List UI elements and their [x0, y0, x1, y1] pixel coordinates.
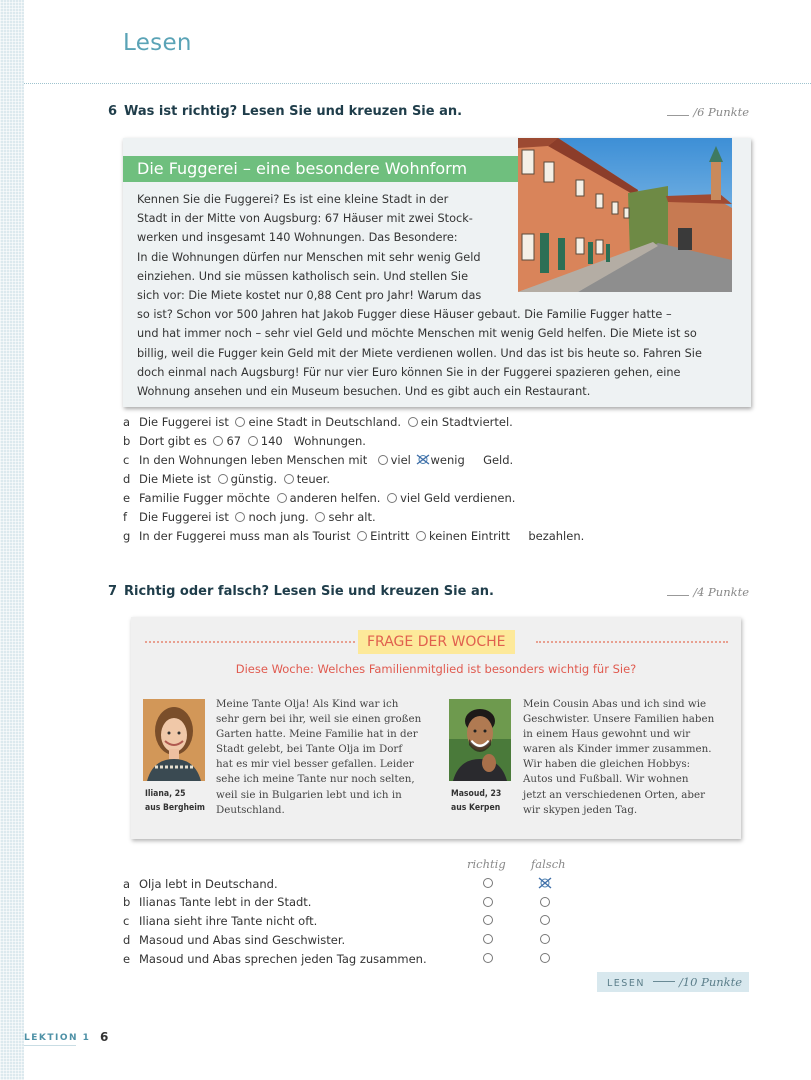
- option-label: 140: [260, 434, 283, 448]
- caption-name: Masoud, 23: [451, 789, 502, 799]
- task6-item: [123, 510, 376, 524]
- option-label: ein Stadtviertel.: [420, 415, 513, 429]
- statement-row: [123, 914, 317, 928]
- quote-line: in einem Haus gewohnt und wir: [523, 728, 691, 741]
- task6-item: [123, 491, 515, 505]
- article-line: werken und insgesamt 140 Wohnungen. Das Besondere:: [137, 231, 458, 245]
- masoud-portrait: [449, 699, 511, 781]
- falsch-checkbox[interactable]: [540, 915, 550, 925]
- footer-divider: [24, 1045, 76, 1046]
- richtig-checkbox[interactable]: [483, 934, 493, 944]
- article-line: Stadt in der Mitte von Augsburg: 67 Häuser mit zwei Stock-: [137, 212, 473, 226]
- checkbox-circle[interactable]: [315, 512, 325, 522]
- falsch-checkbox[interactable]: [540, 897, 550, 907]
- option-label: noch jung.: [248, 510, 309, 524]
- frage-der-woche-card: [131, 617, 741, 839]
- item-tail: bezahlen.: [528, 529, 585, 543]
- item-tail: Wohnungen.: [293, 434, 366, 448]
- article-line: sich vor: Die Miete kostet nur 0,88 Cent pro Jahr! Warum das: [137, 289, 482, 303]
- richtig-checkbox[interactable]: [483, 953, 493, 963]
- item-stem: In den Wohnungen leben Menschen mit: [139, 453, 368, 467]
- article-line: Kennen Sie die Fuggerei? Es ist eine kleine Stadt in der: [137, 193, 449, 206]
- item-stem: Dort gibt es: [139, 434, 207, 448]
- article-line: billig, weil die Fugger kein Geld mit der Miete verdienen wollen. Und das ist bis heute so. Fahren Sie: [137, 346, 702, 360]
- checkbox-circle[interactable]: [284, 474, 294, 484]
- task6-heading: [108, 104, 462, 119]
- option-label: wenig: [430, 453, 465, 467]
- checkbox-circle[interactable]: [357, 531, 367, 541]
- option-label: teuer.: [296, 472, 331, 486]
- task6-item: [123, 415, 513, 429]
- statement-letter: c: [123, 914, 130, 928]
- card-question: Diese Woche: Welches Familienmitglied ist besonders wichtig für Sie?: [235, 662, 637, 676]
- summary-points: /10 Punkte: [678, 975, 743, 989]
- option-label: Eintritt: [370, 529, 410, 543]
- task7-points: [667, 585, 749, 599]
- task6-item: [123, 453, 513, 467]
- article-line: In die Wohnungen dürfen nur Menschen mit sehr wenig Geld: [137, 250, 481, 264]
- option-label: viel Geld verdienen.: [400, 491, 516, 505]
- quote-line: sehe ich meine Tante nur noch selten,: [216, 773, 415, 786]
- statement-row: [123, 895, 311, 909]
- checkbox-circle[interactable]: [235, 417, 245, 427]
- task6-item: [123, 529, 584, 543]
- checkbox-circle[interactable]: [387, 493, 397, 503]
- statement-letter: b: [123, 895, 131, 909]
- summary-label: LESEN: [607, 978, 645, 989]
- column-falsch: falsch: [531, 857, 566, 871]
- item-letter: f: [123, 510, 128, 524]
- article-body: [137, 190, 737, 401]
- task6-points: [667, 105, 749, 119]
- option-label: günstig.: [230, 472, 278, 486]
- option-label: keinen Eintritt: [429, 529, 511, 543]
- quote-line: Autos und Fußball. Wir wohnen: [523, 773, 689, 786]
- quote-line: Stadt gelebt, bei Tante Olja im Dorf: [216, 743, 403, 756]
- richtig-checkbox[interactable]: [483, 915, 493, 925]
- checkbox-circle[interactable]: [416, 531, 426, 541]
- iliana-portrait: [143, 699, 205, 781]
- task6-item: [123, 434, 366, 448]
- quote-line: wir skypen jeden Tag.: [523, 803, 638, 816]
- article-line: und hat immer noch – sehr viel Geld und möchte Menschen mit wenig Geld helfen. Die Miete ist so: [137, 327, 697, 341]
- item-stem: Die Fuggerei ist: [139, 510, 229, 524]
- quote-line: Deutschland.: [216, 803, 285, 816]
- quote-line: jetzt an verschiedenen Orten, aber: [523, 788, 706, 801]
- statement-row: [123, 952, 427, 966]
- quote-line: waren als Kinder immer zusammen.: [523, 743, 712, 756]
- checkbox-circle[interactable]: [235, 512, 245, 522]
- option-label: 67: [226, 434, 242, 448]
- section-title: Lesen: [123, 30, 192, 56]
- iliana-caption: [145, 787, 205, 815]
- falsch-checkbox[interactable]: [540, 934, 550, 944]
- task6-instruction: Was ist richtig? Lesen Sie und kreuzen Sie an.: [124, 104, 463, 119]
- statement-text: Olja lebt in Deutschand.: [139, 877, 278, 891]
- item-tail: Geld.: [483, 453, 514, 467]
- quote-line: Geschwister. Unsere Familien haben: [523, 713, 715, 726]
- iliana-quote: [216, 697, 441, 818]
- item-letter: g: [123, 529, 131, 543]
- checked-cross-icon[interactable]: [538, 877, 552, 889]
- article-line: einziehen. Und sie müssen katholisch sein. Und stellen Sie: [137, 269, 469, 283]
- quote-line: sehr gern bei ihr, weil sie einen großen: [216, 713, 422, 726]
- statement-row: [123, 877, 278, 891]
- column-richtig: richtig: [467, 857, 506, 871]
- item-stem: Die Miete ist: [139, 472, 211, 486]
- statement-text: Ilianas Tante lebt in der Stadt.: [139, 895, 312, 909]
- masoud-quote: [523, 697, 748, 818]
- task6-points-blank[interactable]: [667, 115, 689, 116]
- article-title: Die Fuggerei – eine besondere Wohnform: [123, 156, 518, 182]
- item-stem: Familie Fugger möchte: [139, 491, 270, 505]
- item-letter: a: [123, 415, 131, 429]
- caption-origin: aus Kerpen: [451, 803, 501, 813]
- item-letter: e: [123, 491, 131, 505]
- caption-name: Iliana, 25: [145, 789, 186, 799]
- article-box: [123, 138, 751, 407]
- page-number: 6: [100, 1030, 109, 1044]
- item-stem: Die Fuggerei ist: [139, 415, 229, 429]
- option-label: anderen helfen.: [289, 491, 381, 505]
- task6-number: 6: [108, 104, 118, 119]
- dotted-line-left: [145, 641, 355, 643]
- falsch-checkbox[interactable]: [540, 953, 550, 963]
- richtig-checkbox[interactable]: [483, 897, 493, 907]
- checkbox-circle[interactable]: [218, 474, 228, 484]
- quote-line: hat es mir viel besser gefallen. Leider: [216, 758, 414, 771]
- article-line: so ist? Schon vor 500 Jahren hat Jakob Fugger diese Häuser gebaut. Die Familie Fugger hatte –: [137, 308, 672, 322]
- option-label: sehr alt.: [328, 510, 376, 524]
- quote-line: Garten hatte. Meine Familie hat in der: [216, 728, 418, 741]
- article-line: doch einmal nach Augsburg! Für nur vier Euro können Sie in der Fuggerei spazieren gehen, eine: [137, 365, 681, 379]
- top-divider: [24, 83, 811, 84]
- checkbox-circle[interactable]: [408, 417, 418, 427]
- item-letter: b: [123, 434, 131, 448]
- card-label: FRAGE DER WOCHE: [358, 630, 515, 654]
- item-stem: In der Fuggerei muss man als Tourist: [139, 529, 351, 543]
- caption-origin: aus Bergheim: [145, 803, 205, 813]
- statement-text: Masoud und Abas sprechen jeden Tag zusammen.: [139, 952, 427, 966]
- masoud-caption: [451, 787, 501, 815]
- task7-points-blank[interactable]: [667, 595, 689, 596]
- statement-letter: a: [123, 877, 131, 891]
- task6-item: [123, 472, 330, 486]
- checkbox-circle[interactable]: [213, 436, 223, 446]
- statement-letter: e: [123, 952, 131, 966]
- item-letter: d: [123, 472, 131, 486]
- richtig-checkbox[interactable]: [483, 878, 493, 888]
- checked-cross-icon[interactable]: [416, 454, 430, 465]
- statement-text: Masoud und Abas sind Geschwister.: [139, 933, 346, 947]
- statement-row: [123, 933, 345, 947]
- summary-points-blank[interactable]: [653, 981, 675, 982]
- statement-letter: d: [123, 933, 131, 947]
- quote-line: Wir haben die gleichen Hobbys:: [523, 758, 691, 771]
- article-line: Wohnung ansehen und ein Museum besuchen. Und es gibt auch ein Restaurant.: [137, 385, 591, 399]
- side-strip: [0, 0, 24, 1080]
- task7-heading: [108, 584, 494, 599]
- quote-line: Mein Cousin Abas und ich sind wie: [523, 698, 707, 710]
- option-label: eine Stadt in Deutschland.: [248, 415, 402, 429]
- statement-text: Iliana sieht ihre Tante nicht oft.: [139, 914, 318, 928]
- checkbox-circle[interactable]: [378, 455, 388, 465]
- footer-lektion: LEKTION 1: [24, 1033, 91, 1043]
- checkbox-circle[interactable]: [277, 493, 287, 503]
- task6-points-label: /6 Punkte: [693, 105, 749, 119]
- checkbox-circle[interactable]: [248, 436, 258, 446]
- quote-line: weil sie in Bulgarien lebt und ich in: [216, 788, 402, 801]
- task7-points-label: /4 Punkte: [693, 585, 749, 599]
- score-summary: [597, 972, 749, 992]
- item-letter: c: [123, 453, 130, 467]
- option-label: viel: [390, 453, 411, 467]
- task7-number: 7: [108, 584, 118, 599]
- task7-instruction: Richtig oder falsch? Lesen Sie und kreuzen Sie an.: [124, 584, 494, 599]
- quote-line: Meine Tante Olja! Als Kind war ich: [216, 698, 399, 710]
- dotted-line-right: [536, 641, 728, 643]
